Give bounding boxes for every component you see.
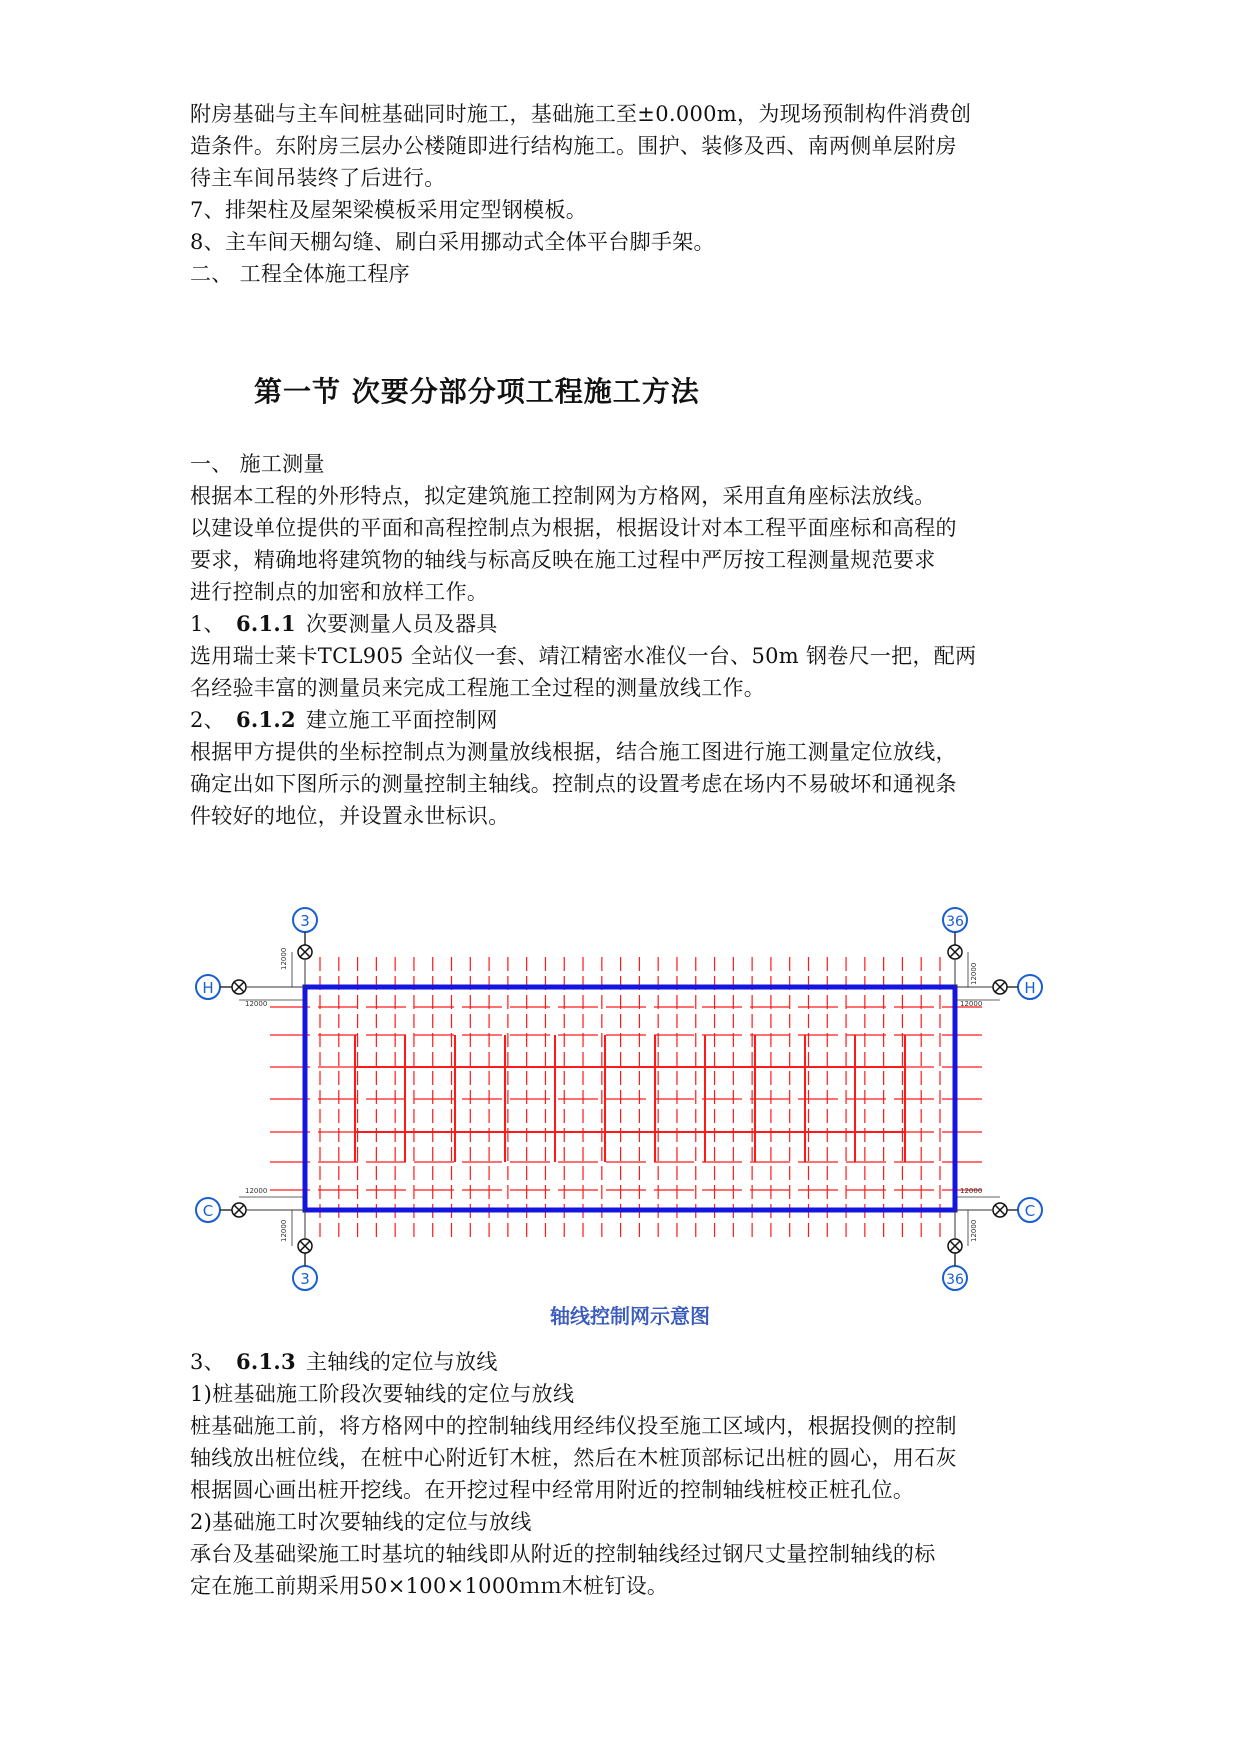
grid-lines	[270, 957, 990, 1240]
axis-control-network-figure	[202, 900, 1070, 1310]
axis-label-C-right: C	[1024, 1202, 1036, 1220]
item-heading-1	[190, 608, 1070, 640]
axis-label-H-right: H	[1024, 979, 1036, 997]
dimension-label: 12000	[970, 1219, 978, 1242]
text-line: 件较好的地位，并设置永世标识。	[190, 804, 510, 828]
measure-heading: 一、 施工测量	[190, 452, 325, 476]
dimension-label: 12000	[960, 1187, 983, 1195]
sub-heading: 2)基础施工时次要轴线的定位与放线	[190, 1510, 532, 1534]
dimension-label: 12000	[280, 1219, 288, 1242]
text-line: 确定出如下图所示的测量控制主轴线。控制点的设置考虑在场内不易破坏和通视条	[190, 772, 957, 796]
figure-caption: 轴线控制网示意图	[550, 1304, 710, 1328]
text-line: 定在施工前期采用50×100×1000ｍｍ木桩钉设。	[190, 1574, 669, 1598]
dimension-label: 12000	[245, 1187, 268, 1195]
axis-label-36-top: 36	[946, 914, 964, 930]
text-line: 7、排架柱及屋架梁模板采用定型钢模板。	[190, 198, 588, 222]
text-line: 轴线放出桩位线，在桩中心附近钉木桩，然后在木桩顶部标记出桩的圆心，用石灰	[190, 1446, 957, 1470]
item-heading-3	[190, 1346, 1070, 1378]
item-number: 1、	[190, 612, 225, 636]
text-line: 造条件。东附房三层办公楼随即进行结构施工。围护、装修及西、南两侧单层附房	[190, 134, 957, 158]
item-heading-2	[190, 704, 1070, 736]
text-line: 桩基础施工前，将方格网中的控制轴线用经纬仪投至施工区域内，根据投侧的控制	[190, 1414, 957, 1438]
sub-heading: 1)桩基础施工阶段次要轴线的定位与放线	[190, 1382, 575, 1406]
axis-label-3-bottom: 3	[300, 1270, 310, 1288]
axis-label-H-left: H	[202, 979, 214, 997]
text-line: 选用瑞士莱卡TCL905 全站仪一套、靖江精密水准仪一台、50m 钢卷尺一把，配两	[190, 644, 977, 668]
text-line: 根据圆心画出桩开挖线。在开挖过程中经常用附近的控制轴线桩校正桩孔位。	[190, 1478, 915, 1502]
axis-label-3-top: 3	[300, 912, 310, 930]
item-code: 6.1.3	[236, 1349, 296, 1374]
axis-label-C-left: C	[202, 1202, 214, 1220]
item-number: 3、	[190, 1350, 225, 1374]
section-title: 第一节 次要分部分项工程施工方法	[254, 375, 700, 408]
text-line: 8、主车间天棚勾缝、刷白采用挪动式全体平台脚手架。	[190, 230, 715, 254]
text-line: 名经验丰富的测量员来完成工程施工全过程的测量放线工作。	[190, 676, 766, 700]
text-line: 二、 工程全体施工程序	[190, 262, 410, 286]
dimension-label: 12000	[960, 1000, 983, 1008]
dimension-label: 12000	[245, 1000, 268, 1008]
dimension-label: 12000	[280, 947, 288, 970]
text-line: 根据本工程的外形特点，拟定建筑施工控制网为方格网，采用直角座标法放线。	[190, 484, 936, 508]
item-title: 主轴线的定位与放线	[305, 1350, 498, 1374]
text-line: 附房基础与主车间桩基础同时施工，基础施工至±0.000m，为现场预制构件消费创	[190, 102, 972, 126]
item-code: 6.1.2	[236, 707, 296, 732]
axis-label-36-bottom: 36	[946, 1272, 964, 1288]
text-line: 要求，精确地将建筑物的轴线与标高反映在施工过程中严厉按工程测量规范要求	[190, 548, 936, 572]
item-title: 次要测量人员及器具	[305, 612, 498, 636]
text-line: 承台及基础梁施工时基坑的轴线即从附近的控制轴线经过钢尺丈量控制轴线的标	[190, 1542, 936, 1566]
item-title: 建立施工平面控制网	[305, 708, 498, 732]
text-line: 待主车间吊装终了后进行。	[190, 166, 446, 190]
item-code: 6.1.1	[236, 611, 296, 636]
item-number: 2、	[190, 708, 225, 732]
dimension-label: 12000	[970, 962, 978, 985]
text-line: 以建设单位提供的平面和高程控制点为根据，根据设计对本工程平面座标和高程的	[190, 516, 957, 540]
text-line: 进行控制点的加密和放样工作。	[190, 580, 489, 604]
text-line: 根据甲方提供的坐标控制点为测量放线根据，结合施工图进行施工测量定位放线，	[190, 740, 957, 764]
